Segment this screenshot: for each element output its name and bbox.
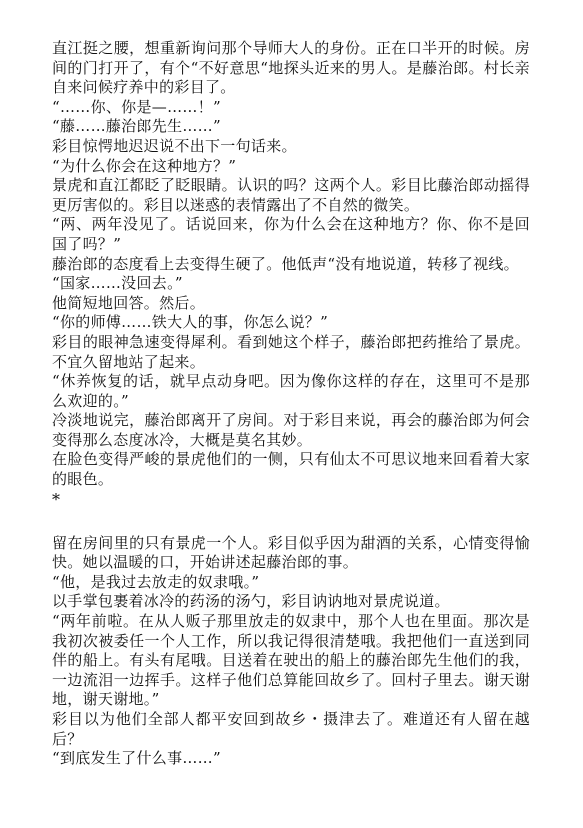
section-1	[52, 39, 530, 490]
paragraph: “藤……藤治郎先生……”	[52, 117, 221, 136]
paragraph: “休养恢复的话，就早点动身吧。因为像你这样的存在，这里可不是那么欢迎的。”	[52, 372, 530, 410]
paragraph: 彩目以为他们全部人都平安回到故乡・摄津去了。难道还有人留在越后？	[52, 710, 530, 748]
section-2	[52, 534, 530, 769]
paragraph: “两年前啦。在从人贩子那里放走的奴隶中，那个人也在里面。那次是我初次被委任一个人工作，所以我记得很清楚哦。我把他们一直送到同伴的船上。有头有尾哦。目送着在驶出的船上的藤治郎先生他们的我，一边流泪一边挥手。这样子他们总算能回故乡了。回村子里去。谢天谢地，谢天谢地。”	[52, 612, 530, 709]
paragraph: “国家……没回去。”	[52, 274, 183, 293]
paragraph: 彩目惊愕地迟迟说不出下一句话来。	[52, 136, 297, 155]
paragraph: 在脸色变得严峻的景虎他们的一侧，只有仙太不可思议地来回看着大家的眼色。	[52, 450, 530, 489]
paragraph: 他简短地回答。然后。	[52, 293, 206, 312]
paragraph: 彩目的眼神急速变得犀利。看到她这个样子，藤治郎把药推给了景虎。不宜久留地站了起来。	[52, 332, 530, 371]
paragraph: 以手掌包裹着冰冷的药汤的汤勺，彩目讷讷地对景虎说道。	[52, 592, 450, 611]
paragraph: 直江挺之腰，想重新询问那个导师大人的身份。正在口半开的时候。房间的门打开了，有个“不好意思“地探头近来的男人。是藤治郎。村长亲自来问候疗养中的彩目了。	[52, 39, 530, 97]
paragraph: “为什么你会在这种地方？”	[52, 156, 237, 175]
section-separator: *	[52, 489, 61, 509]
paragraph: 留在房间里的只有景虎一个人。彩目似乎因为甜酒的关系，心情变得愉快。她以温暖的口，开始讲述起藤治郎的事。	[52, 533, 530, 572]
paragraph: 景虎和直江都眨了眨眼睛。认识的吗？这两个人。彩目比藤治郎动摇得更厉害似的。彩目以迷惑的表情露出了不自然的微笑。	[52, 176, 530, 214]
paragraph: 藤治郎的态度看上去变得生硬了。他低声“没有地说道，转移了视线。	[52, 254, 519, 273]
paragraph: “……你、你是—……！”	[52, 97, 221, 116]
paragraph: “他，是我过去放走的奴隶哦。”	[52, 572, 260, 591]
document-page	[52, 39, 530, 769]
paragraph: “两、两年没见了。话说回来，你为什么会在这种地方？你、你不是回国了吗？”	[52, 215, 530, 253]
paragraph: “你的师傅……铁大人的事，你怎么说？”	[52, 313, 329, 332]
paragraph: “到底发生了什么事……”	[52, 749, 221, 768]
paragraph: 冷淡地说完，藤治郎离开了房间。对于彩目来说，再会的藤治郎为何会变得那么态度冰冷，大概是莫名其妙。	[52, 411, 530, 449]
